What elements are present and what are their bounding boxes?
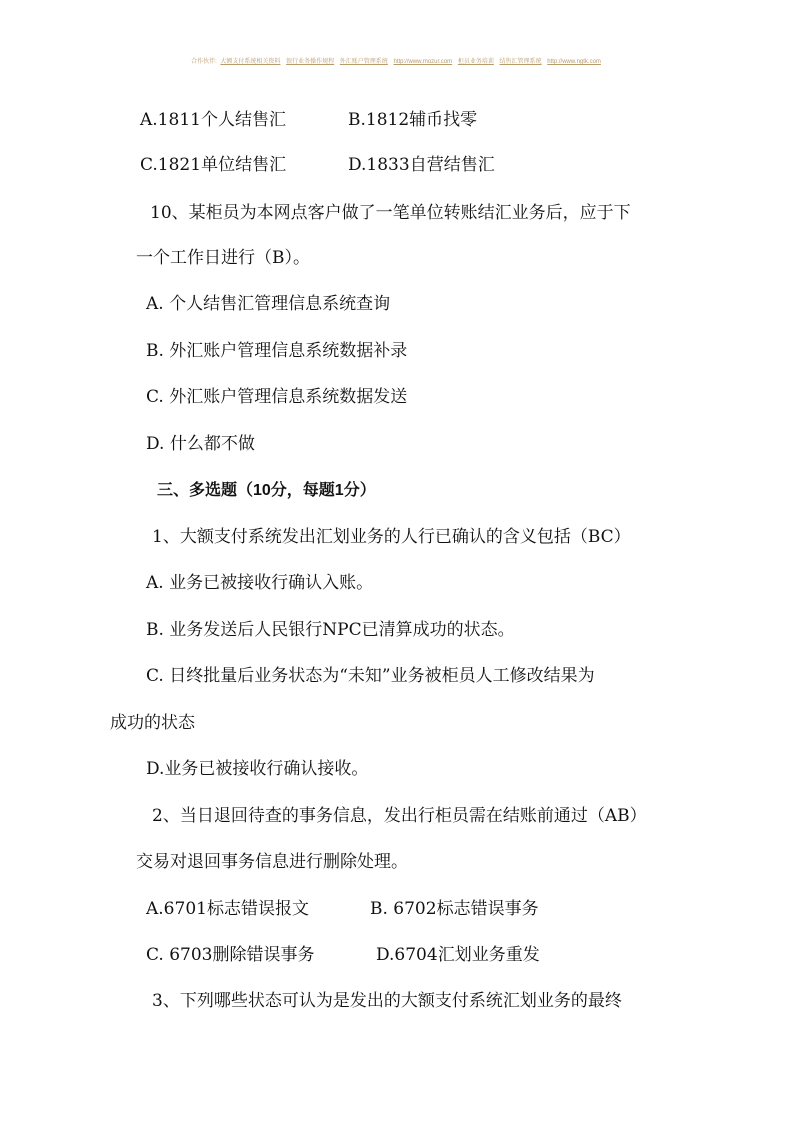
question-10-option-c: C. 外汇账户管理信息系统数据发送 — [146, 387, 408, 407]
question-10-option-b: B. 外汇账户管理信息系统数据补录 — [146, 341, 408, 361]
header-link[interactable]: 外汇账户管理系统 — [339, 59, 388, 65]
header-prefix: 合作伙伴: — [191, 59, 217, 65]
header-link[interactable]: http://www.mozur.com — [393, 59, 453, 65]
question-10-line1: 10、某柜员为本网点客户做了一笔单位转账结汇业务后，应于下 — [150, 203, 631, 223]
option-a-1811: A.1811个人结售汇 — [140, 110, 286, 130]
mc-question-2-line1: 2、当日退回待查的事务信息，发出行柜员需在结账前通过（AB） — [152, 806, 647, 826]
page-header — [0, 56, 794, 65]
mc-question-1-option-c-line1: C. 日终批量后业务状态为“未知”业务被柜员人工修改结果为 — [146, 666, 595, 686]
question-10-line2: 一个工作日进行（B）。 — [136, 248, 310, 268]
mc-question-1-option-c-line2: 成功的状态 — [110, 713, 195, 733]
mc-question-1-option-a: A. 业务已被接收行确认入账。 — [146, 573, 374, 593]
mc-question-2-option-a: A.6701标志错误报文 — [146, 899, 309, 919]
header-link[interactable]: http://www.ngtk.com — [547, 59, 601, 65]
question-10-option-a: A. 个人结售汇管理信息系统查询 — [146, 294, 391, 314]
mc-question-2-option-d: D.6704汇划业务重发 — [376, 945, 540, 965]
mc-question-1-option-b: B. 业务发送后人民银行NPC已清算成功的状态。 — [146, 620, 515, 640]
header-link[interactable]: 大额支付系统相关资料 — [220, 59, 281, 65]
mc-question-3-line1: 3、下列哪些状态可认为是发出的大额支付系统汇划业务的最终 — [152, 991, 622, 1011]
option-b-1812: B.1812辅币找零 — [348, 110, 478, 130]
option-c-1821: C.1821单位结售汇 — [140, 155, 287, 175]
mc-question-2-line2: 交易对退回事务信息进行删除处理。 — [136, 852, 408, 872]
mc-question-2-option-c: C. 6703删除错误事务 — [146, 945, 315, 965]
question-10-option-d: D. 什么都不做 — [146, 434, 255, 454]
header-link[interactable]: 结售汇管理系统 — [499, 59, 542, 65]
mc-question-2-option-b: B. 6702标志错误事务 — [370, 899, 539, 919]
header-link[interactable]: 银行业务操作规程 — [286, 59, 335, 65]
mc-question-1-line1: 1、大额支付系统发出汇划业务的人行已确认的含义包括（BC） — [152, 527, 631, 547]
header-link[interactable]: 柜员业务培训 — [457, 59, 494, 65]
section-heading-multiple-choice: 三、多选题（10分，每题1分） — [157, 482, 376, 499]
option-d-1833: D.1833自营结售汇 — [348, 155, 495, 175]
mc-question-1-option-d: D.业务已被接收行确认接收。 — [146, 759, 369, 779]
